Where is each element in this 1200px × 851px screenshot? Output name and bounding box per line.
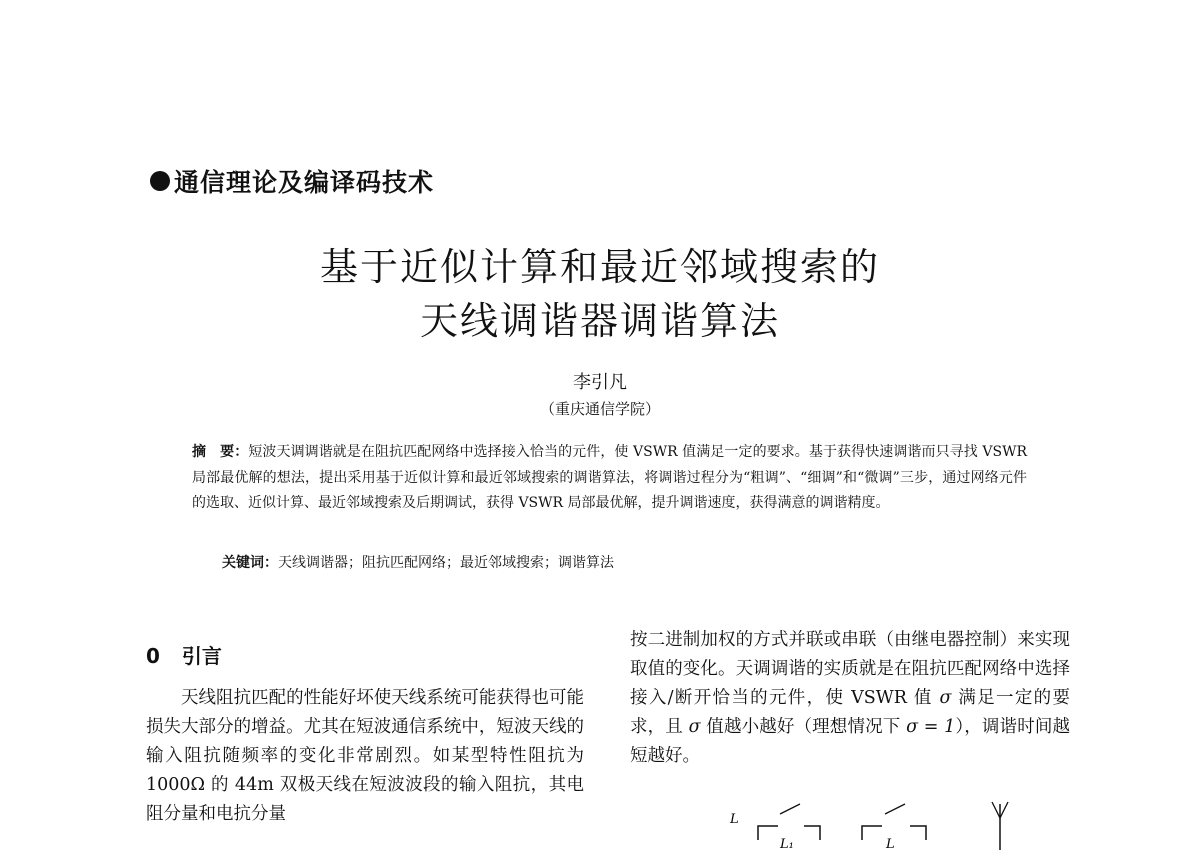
section-title: 引言 (181, 644, 222, 668)
figure-label-L2: L (886, 837, 895, 851)
bullet-icon (150, 171, 170, 191)
figure-label-L: L (730, 812, 739, 827)
abstract-label: 摘 要： (192, 444, 249, 460)
switch-2 (885, 804, 905, 814)
affiliation: （重庆通信学院） (539, 400, 660, 418)
right-text-4: ），调谐时间越短越好。 (630, 717, 1070, 766)
keywords-label: 关键词： (222, 555, 278, 571)
right-text-1: 按二进制加权的方式并联或串联（由继电器控制）来实现取值的变化。天调调谐的实质就是在阻抗匹配网络中选择接入/断开恰当的元件，使 VSWR 值 (630, 630, 1070, 708)
right-column (630, 626, 1070, 771)
abstract (192, 440, 1027, 517)
inductor-bracket-right-2 (910, 826, 926, 840)
antenna-arm-right (1000, 802, 1008, 818)
section-heading (146, 640, 222, 669)
author: 李引凡 (573, 372, 627, 393)
keywords-text: 天线调谐器；阻抗匹配网络；最近邻域搜索；调谐算法 (278, 555, 614, 571)
paper-title-line2: 天线调谐器调谐算法 (419, 299, 780, 343)
figure-label-L1: L₁ (780, 837, 794, 851)
sigma-symbol: σ (939, 688, 952, 708)
section-category (150, 163, 434, 199)
paper-title-line1: 基于近似计算和最近邻域搜索的 (319, 245, 880, 289)
intro-paragraph: 天线阻抗匹配的性能好坏使天线系统可能获得也可能损失大部分的增益。尤其在短波通信系统中，短波天线的输入阻抗随频率的变化非常剧烈。如某型特性阻抗为 1000Ω 的 44m 双极天线在短波波段的输入阻抗，其电阻分量和电抗分量 (146, 688, 584, 824)
left-column (146, 684, 584, 829)
section-category-label: 通信理论及编译码技术 (174, 168, 435, 197)
right-text-2: 满足一定的要求，且 (630, 688, 1071, 737)
sigma-symbol: σ (688, 717, 701, 737)
switch-1 (780, 804, 800, 814)
antenna-arm-left (992, 802, 1000, 818)
right-text-3: 值越小越好（理想情况下 (700, 717, 907, 737)
abstract-text: 短波天调调谐就是在阻抗匹配网络中选择接入恰当的元件，使 VSWR 值满足一定的要求。基于获得快速调谐而只寻找 VSWR 局部最优解的想法，提出采用基于近似计算和最近邻域搜索的调谐算法，将调谐过程分为“粗调”、“细调”和“微调”三步，通过网络元件的选取、近似计算、最近邻域搜索及后期调试，获得 VSWR 局部最优解，提升调谐速度，获得满意的调谐精度。 (192, 444, 1027, 511)
circuit-figure (720, 800, 1040, 851)
inductor-bracket-left-1 (758, 826, 778, 840)
inductor-bracket-left-2 (862, 826, 882, 840)
section-number: 0 (146, 644, 160, 668)
keywords (222, 552, 614, 572)
inductor-bracket-right-1 (804, 826, 820, 840)
sigma-equation: σ = 1 (906, 717, 956, 737)
